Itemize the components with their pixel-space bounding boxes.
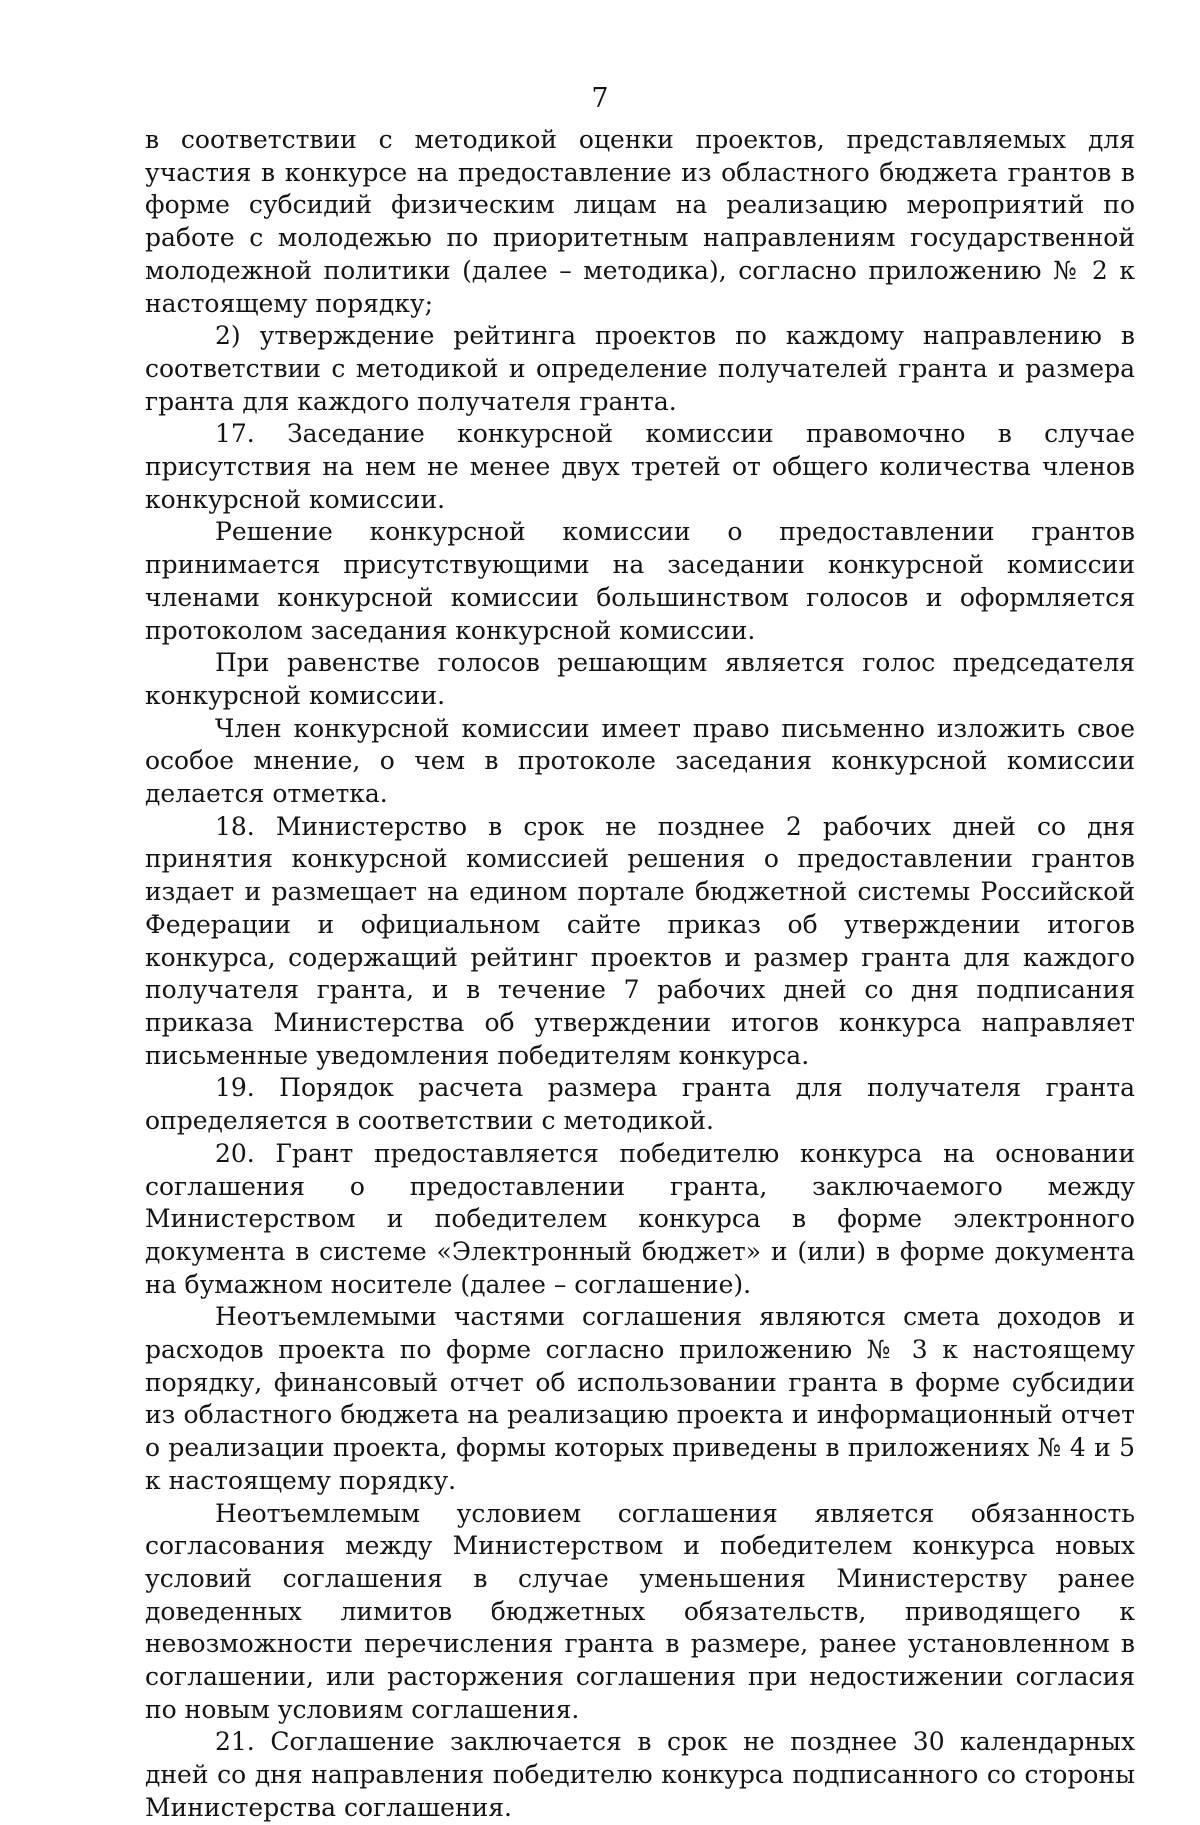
paragraph-clause-17: 17. Заседание конкурсной комиссии правомочно в случае присутствия на нем не менее двух третей от общего количества членов конкурсной комиссии. (145, 419, 1135, 514)
paragraph-dissenting-opinion: Член конкурсной комиссии имеет право письменно изложить свое особое мнение, о чем в протоколе заседания конкурсной комиссии делается отметка. (145, 713, 1135, 809)
paragraph-clause-21: 21. Соглашение заключается в срок не позднее 30 календарных дней со дня направления победителю конкурса подписанного со стороны Министерства соглашения. (145, 1727, 1135, 1822)
page-number: 7 (591, 83, 609, 114)
paragraph-tie-vote: При равенстве голосов решающим является голос председателя конкурсной комиссии. (145, 648, 1135, 710)
paragraph-methodology-continuation: в соответствии с методикой оценки проектов, представляемых для участия в конкурсе на предоставление из областного бюджета грантов в форме субсидий физическим лицам на реализацию мероприятий по работе с молодежью по приоритетным направлениям государственной молодежной политики (далее – методика), согласно приложению № 2 к настоящему порядку; (145, 125, 1135, 318)
paragraph-agreement-parts: Неотъемлемыми частями соглашения являются смета доходов и расходов проекта по форме согласно приложению № 3 к настоящему порядку, финансовый отчет об использовании гранта в форме субсидии из областного бюджета на реализацию проекта и информационный отчет о реализации проекта, формы которых приведены в приложениях № 4 и 5 к настоящему порядку. (145, 1302, 1135, 1495)
paragraph-clause-18: 18. Министерство в срок не позднее 2 рабочих дней со дня принятия конкурсной комиссией решения о предоставлении грантов издает и размещает на едином портале бюджетной системы Российской Федерации и официальном сайте приказ об утверждении итогов конкурса, содержащий рейтинг проектов и размер гранта для каждого получателя гранта, и в течение 7 рабочих дней со дня подписания приказа Министерства об утверждении итогов конкурса направляет письменные уведомления победителям конкурса. (145, 811, 1135, 1070)
paragraph-commission-decision: Решение конкурсной комиссии о предоставлении грантов принимается присутствующими на заседании конкурсной комиссии членами конкурсной комиссии большинством голосов и оформляется протоколом заседания конкурсной комиссии. (145, 517, 1135, 645)
paragraph-clause-19: 19. Порядок расчета размера гранта для получателя гранта определяется в соответствии с методикой. (145, 1073, 1135, 1136)
document-body (145, 124, 1135, 1825)
paragraph-clause-20: 20. Грант предоставляется победителю конкурса на основании соглашения о предоставлении гранта, заключаемого между Министерством и победителем конкурса в форме электронного документа в системе «Электронный бюджет» и (или) в форме документа на бумажном носителе (далее – соглашение). (145, 1138, 1135, 1299)
paragraph-item-2-rating: 2) утверждение рейтинга проектов по каждому направлению в соответствии с методикой и определение получателей гранта и размера гранта для каждого получателя гранта. (145, 321, 1135, 416)
paragraph-agreement-condition: Неотъемлемым условием соглашения является обязанность согласования между Министерством и победителем конкурса новых условий соглашения в случае уменьшения Министерству ранее доведенных лимитов бюджетных обязательств, приводящего к невозможности перечисления гранта в размере, ранее установленном в соглашении, или расторжения соглашения при недостижении согласия по новым условиям соглашения. (145, 1498, 1135, 1724)
